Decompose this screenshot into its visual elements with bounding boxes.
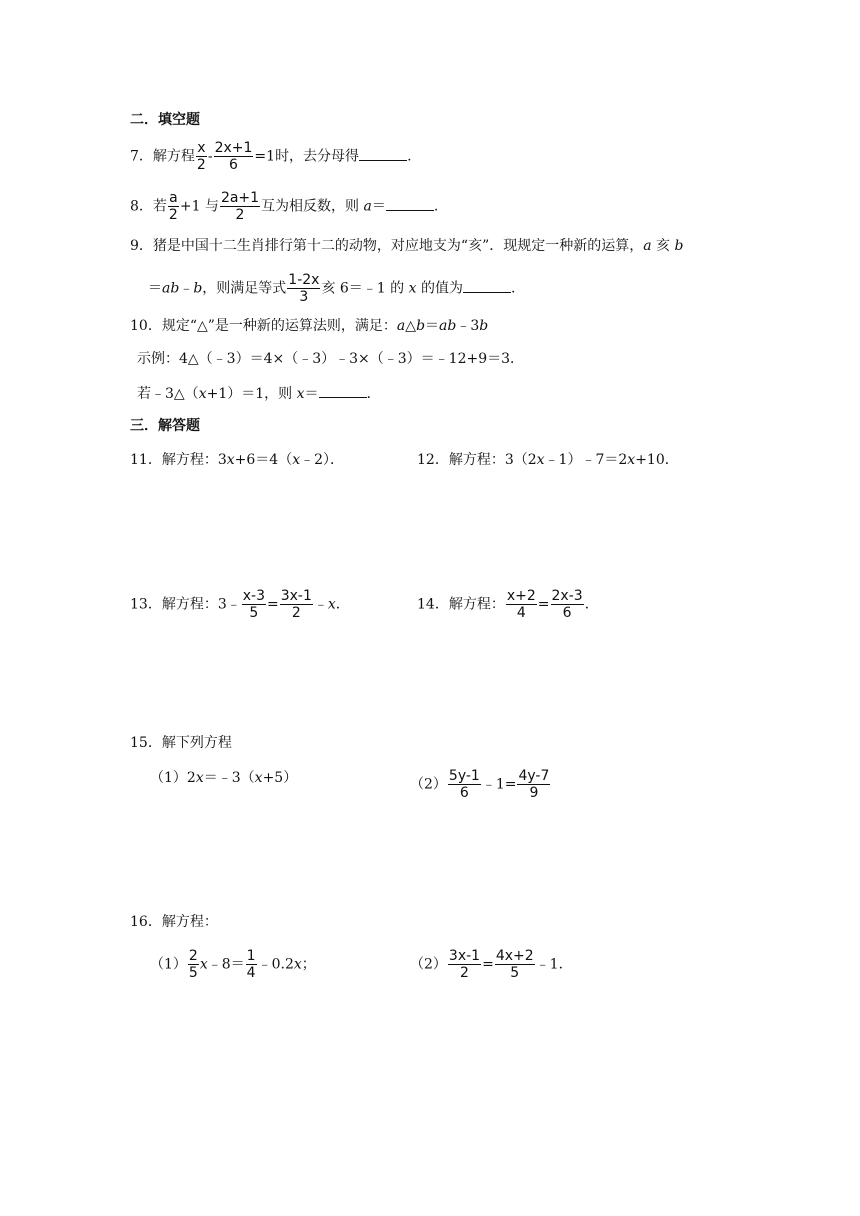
fraction	[495, 948, 535, 981]
variable: a	[643, 238, 652, 254]
question-number: 15．	[130, 735, 162, 751]
denominator: 2	[235, 207, 245, 223]
question-text: ﹣	[313, 596, 328, 613]
fraction	[287, 272, 320, 305]
question-10-line-3	[137, 383, 371, 404]
operator: -	[207, 148, 213, 165]
numerator: 1-2x	[288, 272, 320, 288]
period: ．	[335, 596, 350, 613]
question-15	[130, 733, 232, 753]
period: .	[510, 280, 516, 297]
equals: =	[267, 596, 279, 613]
operator: ﹣	[179, 280, 194, 297]
variable: b	[479, 318, 489, 334]
question-number: 16．	[130, 914, 162, 930]
denominator: 2	[460, 965, 469, 981]
question-text: 解方程：3﹣	[161, 596, 241, 613]
variable: ab	[162, 280, 180, 297]
fraction	[246, 948, 257, 981]
answer-blank[interactable]	[359, 146, 407, 161]
numerator: x+2	[506, 588, 536, 604]
question-text: ；	[301, 956, 316, 973]
question-9-line-2	[148, 272, 515, 305]
variable: x	[408, 280, 417, 297]
question-text: （1）	[150, 956, 187, 973]
period: .	[584, 596, 590, 613]
question-text: +5）	[262, 770, 298, 786]
fraction	[551, 588, 584, 621]
question-number: 13．	[130, 596, 162, 613]
period: .	[407, 148, 412, 165]
fraction	[168, 190, 179, 223]
numerator: a	[169, 190, 178, 206]
question-text: +10．	[635, 452, 679, 468]
question-10-example	[137, 349, 524, 369]
denominator: 2	[196, 157, 206, 173]
numerator: 2x+1	[214, 140, 253, 156]
equals: =	[537, 596, 550, 613]
question-text: 若﹣3△（	[137, 386, 199, 402]
question-text: 时，去分母得	[275, 148, 360, 165]
question-14	[417, 588, 589, 621]
question-text: （2）	[410, 956, 447, 973]
denominator: 6	[562, 605, 572, 621]
variable: a	[363, 198, 372, 215]
question-text: 示例：4△（﹣3）＝4×（﹣3）﹣3×（﹣3）＝﹣12+9＝3．	[137, 351, 525, 367]
numerator: x	[197, 140, 206, 156]
question-number: 12．	[417, 452, 449, 468]
variable: x	[199, 956, 208, 973]
question-text: +1 与	[179, 198, 219, 215]
variable: x	[226, 452, 235, 468]
question-text: 规定“△”是一种新的运算法则，满足：	[161, 318, 397, 334]
denominator: 4	[246, 965, 256, 981]
section-title-solve: 三．解答题	[130, 418, 200, 434]
numerator: 2x-3	[551, 588, 583, 604]
question-text: ﹣1=	[481, 776, 517, 793]
numerator: 2	[188, 948, 198, 964]
equals: ＝	[371, 198, 386, 215]
numerator: 2a+1	[220, 190, 260, 206]
variable: b	[674, 238, 684, 254]
question-text: 猪是中国十二生肖排行第十二的动物，对应地支为“亥”．现规定一种新的运算，	[152, 238, 644, 254]
variable: b	[193, 280, 203, 297]
question-number: 9．	[130, 238, 153, 254]
question-number: 14．	[417, 596, 449, 613]
question-text: ﹣8＝	[207, 956, 245, 973]
denominator: 6	[459, 785, 469, 801]
variable: x	[327, 596, 336, 613]
fraction	[188, 948, 199, 981]
variable: x	[293, 956, 302, 973]
equals: ＝	[425, 318, 440, 334]
question-text: 若	[152, 198, 167, 215]
answer-blank[interactable]	[386, 196, 434, 211]
fraction	[242, 588, 266, 621]
question-13	[130, 588, 350, 621]
question-number: 8．	[130, 198, 153, 215]
answer-blank[interactable]	[319, 383, 367, 398]
question-text: ，则满足等式	[202, 280, 287, 297]
variable: x	[627, 452, 636, 468]
question-15-part-1	[150, 768, 297, 788]
question-text: ﹣3	[456, 318, 480, 334]
numerator: 4x+2	[495, 948, 534, 964]
denominator: 4	[516, 605, 526, 621]
question-text: （1）2	[150, 770, 196, 786]
fraction	[214, 140, 254, 173]
denominator: 5	[510, 965, 520, 981]
question-text: +6＝4（	[234, 452, 293, 468]
question-8	[130, 190, 438, 223]
fraction	[448, 768, 481, 801]
question-number: 10．	[130, 318, 162, 334]
question-15-part-2	[410, 768, 551, 801]
question-16-part-1	[150, 948, 316, 981]
denominator: 5	[249, 605, 259, 621]
question-text: 的值为	[416, 280, 463, 297]
question-16-part-2	[410, 948, 573, 981]
variable: x	[198, 386, 207, 402]
question-16	[130, 912, 218, 932]
question-9-line-1	[130, 236, 683, 256]
question-text: 解方程：	[448, 596, 505, 613]
question-text: 解方程：3（2	[448, 452, 537, 468]
numerator: 5y-1	[448, 768, 480, 784]
question-11	[130, 450, 344, 470]
question-number: 7．	[130, 148, 153, 165]
fraction	[448, 948, 481, 981]
denominator: 2	[168, 207, 178, 223]
question-number: 11．	[130, 452, 162, 468]
equals: ＝	[304, 386, 319, 402]
question-7	[130, 140, 412, 173]
numerator: 1	[246, 948, 256, 964]
variable: b	[416, 318, 426, 334]
question-text: ﹣1．	[535, 956, 573, 973]
variable: ab	[439, 318, 457, 334]
question-text: 解方程	[152, 148, 195, 165]
variable: x	[195, 770, 204, 786]
denominator: 5	[188, 965, 198, 981]
operator: △	[405, 318, 417, 334]
fraction	[196, 140, 207, 173]
question-text: 解下列方程	[161, 735, 232, 751]
fraction	[506, 588, 537, 621]
denominator: 2	[291, 605, 301, 621]
numerator: 3x-1	[448, 948, 481, 964]
equals: =1	[254, 148, 276, 165]
question-12	[417, 450, 679, 470]
answer-blank[interactable]	[463, 278, 511, 293]
question-text: ﹣1）﹣7＝2	[544, 452, 628, 468]
question-text: 亥	[651, 238, 675, 254]
question-text: ﹣2）．	[300, 452, 345, 468]
fraction	[517, 768, 550, 801]
question-text: ﹣0.2	[257, 956, 294, 973]
equals: =	[482, 956, 494, 973]
question-text: 解方程：	[161, 914, 218, 930]
period: .	[366, 386, 371, 402]
fraction	[220, 190, 260, 223]
question-text: （2）	[410, 776, 447, 793]
variable: x	[296, 386, 305, 402]
period: .	[433, 198, 439, 215]
denominator: 3	[299, 289, 309, 305]
fraction	[280, 588, 313, 621]
question-10-line-1	[130, 316, 488, 336]
variable: a	[396, 318, 406, 334]
question-text: +1）＝1，则	[206, 386, 297, 402]
numerator: x-3	[242, 588, 265, 604]
question-text: 解方程：3	[161, 452, 227, 468]
variable: x	[292, 452, 301, 468]
variable: x	[536, 452, 545, 468]
variable: x	[254, 770, 263, 786]
section-title-fill-in: 二．填空题	[130, 112, 200, 128]
numerator: 4y-7	[518, 768, 550, 784]
question-text: 互为相反数，则	[261, 198, 364, 215]
numerator: 3x-1	[280, 588, 312, 604]
equals: ＝	[148, 280, 162, 297]
question-text: ＝﹣3（	[203, 770, 255, 786]
question-text: 亥 6＝﹣1 的	[321, 280, 409, 297]
denominator: 6	[229, 157, 238, 173]
denominator: 9	[529, 785, 539, 801]
